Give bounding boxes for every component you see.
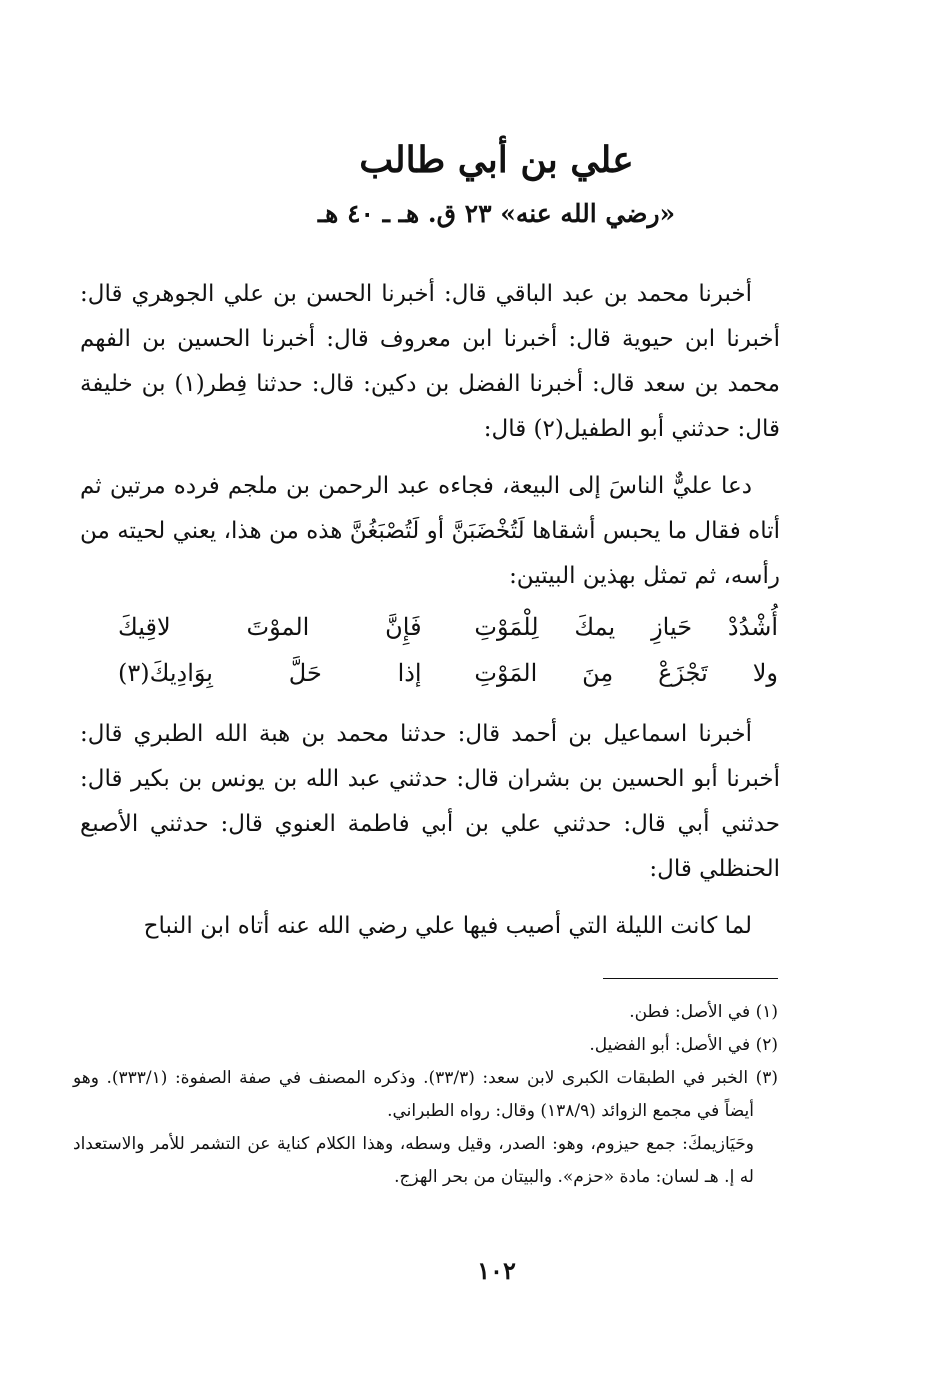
- verse-second-hemistich: إذا حَلَّ بِوَادِيكَ(٣): [118, 659, 422, 687]
- footnote-2: (٢) في الأصل: أبو الفضيل.: [589, 1035, 778, 1055]
- chapter-title: علي بن أبي طالب: [359, 139, 634, 181]
- footnote-separator: [603, 978, 778, 979]
- verse-line: [118, 650, 778, 696]
- page-number: ١٠٢: [477, 1256, 516, 1285]
- footnotes: [73, 996, 778, 1194]
- verse-first-hemistich: ولا تَجْزَعْ مِنَ المَوْتِ: [474, 659, 778, 687]
- hadith-paragraph-2: [80, 904, 780, 949]
- poetry-verses: [118, 604, 778, 696]
- footnote-1: (١) في الأصل: فطن.: [629, 1002, 778, 1022]
- verse-first-hemistich: أُشْدُدْ حَيازِ يمكَ لِلْمَوْتِ: [474, 613, 778, 641]
- hadith-text-1: دعا عليٌّ الناسَ إلى البيعة، فجاءه عبد الرحمن بن ملجم فرده مرتين ثم أتاه فقال ما يحبس أشقاها لَتُخْضَبَنَّ أو لَتُصْبَغُنَّ هذه من هذا، يعني لحيته من رأسه، ثم تمثل بهذين البيتين:: [80, 473, 780, 589]
- isnad-text-2: أخبرنا اسماعيل بن أحمد قال: حدثنا محمد بن هبة الله الطبري قال: أخبرنا أبو الحسين بن بشران قال: حدثني عبد الله بن يونس بن بكير قال: حدثني أبي قال: حدثني علي بن أبي فاطمة العنوي قال: حدثني الأصبع الحنظلي قال:: [80, 721, 780, 882]
- footnote-3: (٣) الخبر في الطبقات الكبرى لابن سعد: (٣٣/٣). وذكره المصنف في صفة الصفوة: (٣٣٣/١). وهو أيضاً في مجمع الزوائد (١٣٨/٩) وقال: رواه الطبراني.: [73, 1068, 778, 1121]
- isnad-paragraph-1: [80, 272, 780, 452]
- isnad-paragraph-2: [80, 712, 780, 892]
- hadith-paragraph-1: [80, 464, 780, 599]
- verse-second-hemistich: فَإِنَّ الموْتَ لاقِيكَ: [118, 613, 422, 641]
- isnad-text-1: أخبرنا محمد بن عبد الباقي قال: أخبرنا الحسن بن علي الجوهري قال: أخبرنا ابن حيوية قال: أخبرنا ابن معروف قال: أخبرنا الحسين بن الفهم محمد بن سعد قال: أخبرنا الفضل بن دكين: قال: حدثنا فِطر(١) بن خليفة قال: حدثني أبو الطفيل(٢) قال:: [80, 281, 780, 442]
- hadith-text-2: لما كانت الليلة التي أصيب فيها علي رضي الله عنه أتاه ابن النباح: [143, 913, 752, 939]
- verse-line: [118, 604, 778, 650]
- chapter-subtitle: «رضي الله عنه» ٢٣ ق. هـ ـ ٤٠ هـ: [317, 199, 676, 228]
- footnote-3-continuation: وحَيَازيمكَ: جمع حيزوم، وهو: الصدر، وقيل وسطه، وهذا الكلام كناية عن التشمر للأمر والاستعداد له إ. هـ لسان: مادة «حزم». والبيتان من بحر الهزج.: [73, 1134, 754, 1187]
